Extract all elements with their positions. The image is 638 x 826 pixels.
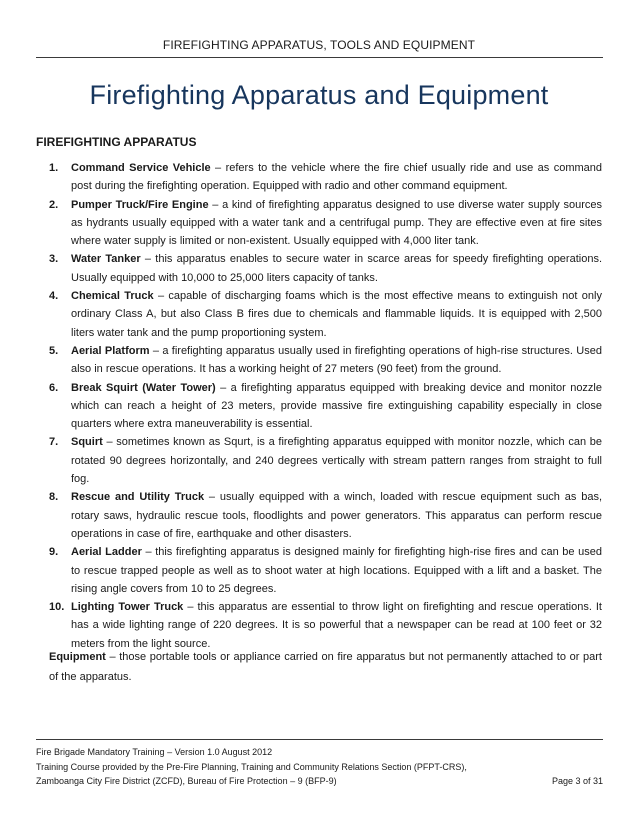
item-term: Rescue and Utility Truck [71,491,205,504]
list-item [0,488,638,543]
item-number: 5. [49,344,59,357]
equipment-description: – those portable tools or appliance carried on fire apparatus but not permanently attached to or part of the apparatus. [49,651,602,683]
equipment-definition [49,648,602,687]
list-item [0,342,638,379]
list-item [0,433,638,488]
item-term: Pumper Truck/Fire Engine [71,198,209,211]
item-description: – usually equipped with a winch, loaded with rescue equipment such as bas, rotary saws, hydraulic rescue tools, floodlights and power generators. This apparatus can perform rescue operations in case of fire, earthquake and other disasters. [71,491,602,540]
equipment-term: Equipment [49,651,106,663]
list-item [0,250,638,287]
item-description: – this apparatus enables to secure water in scarce areas for speedy firefighting operations. Usually equipped with 10,000 to 25,000 liters capacity of tanks. [71,253,602,284]
item-description: – a firefighting apparatus equipped with breaking device and monitor nozzle which can reach a height of 23 meters, provide massive fire extinguishing capability especially in close quarters where extra maneuverability is essential. [71,381,602,431]
item-number: 9. [49,546,59,559]
item-number: 7. [49,436,59,449]
footer-line-1: Fire Brigade Mandatory Training – Version 1.0 August 2012 [36,747,273,757]
header-rule [36,57,603,58]
list-item [0,543,638,598]
item-description: – this firefighting apparatus is designed mainly for firefighting high-rise fires and can be used to rescue trapped people as well as to shoot water at high locations. Equipped with a lift and a basket. The rising angle covers from 10 to 25 degrees. [71,546,602,595]
footer-line-2: Training Course provided by the Pre-Fire Planning, Training and Community Relations Section (PFPT-CRS), [36,761,467,772]
list-item [0,287,638,342]
apparatus-list [0,159,638,653]
item-number: 3. [49,253,59,266]
item-term: Water Tanker [71,253,141,266]
item-term: Break Squirt (Water Tower) [71,381,216,394]
list-item [0,196,638,251]
item-term: Aerial Ladder [71,546,142,559]
item-description: – capable of discharging foams which is the most effective means to extinguish not only ordinary Class A, but also Class B fires due to chemicals and flammable liquids. It is equipped with 2,500 liters water tank and the pump proportioning system. [71,290,602,339]
item-number: 4. [49,290,59,303]
item-term: Lighting Tower Truck [71,601,184,614]
item-term: Command Service Vehicle [71,162,211,174]
item-number: 2. [49,198,59,211]
item-term: Squirt [71,436,103,449]
list-item [0,379,638,434]
item-description: – a firefighting apparatus usually used in firefighting operations of high-rise structures. Used also in rescue operations. It has a working height of 27 meters (90 feet) from the ground. [71,344,602,376]
item-term: Aerial Platform [71,344,150,357]
section-heading: FIREFIGHTING APPARATUS [36,135,197,149]
footer-line-3: Zamboanga City Fire District (ZCFD), Bureau of Fire Protection – 9 (BFP-9) [36,776,337,786]
item-description: – sometimes known as Squrt, is a firefighting apparatus equipped with monitor nozzle, which can be rotated 90 degrees horizontally, and 240 degrees vertically with stream pattern ranges from straight to full fog. [71,436,602,486]
item-term: Chemical Truck [71,290,154,303]
item-description: – this apparatus are essential to throw light on firefighting and rescue operations. It has a wide lighting range of 220 degrees. It is so powerful that a newspaper can be read at 100 feet or 32 meters from the light source. [71,601,602,650]
item-number: 8. [49,491,59,504]
page-title: Firefighting Apparatus and Equipment [89,80,549,110]
page-number: Page 3 of 31 [551,776,603,786]
item-number: 6. [49,381,59,394]
running-header: FIREFIGHTING APPARATUS, TOOLS AND EQUIPMENT [162,38,476,52]
item-number: 10. [49,601,65,614]
item-description: – refers to the vehicle where the fire chief usually ride and use as command post during the firefighting operation. Equipped with radio and other command equipment. [71,162,603,193]
list-item [0,159,638,196]
page-footer [36,745,603,789]
footer-rule [36,739,603,740]
list-item [0,598,638,653]
item-description: – a kind of firefighting apparatus designed to use diverse water supply sources as hydrants usually equipped with a water tank and a centrifugal pump. They are effective even at fire sites where water supply is limited or non-existent. Usually equipped with 4,000 liter tank. [71,198,602,248]
item-number: 1. [49,162,59,174]
